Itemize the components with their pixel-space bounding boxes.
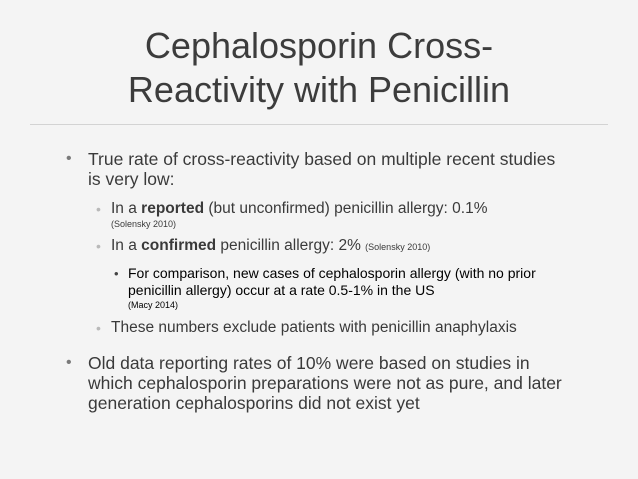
bullet-text: For comparison, new cases of cephalosporin allergy (with no prior penicillin allergy) occur at a rate 0.5-1% in the US <box>128 265 536 298</box>
title-line-1: Cephalosporin Cross- <box>144 25 494 66</box>
bullet-true-rate <box>66 149 568 189</box>
bullet-comparison <box>114 265 578 311</box>
slide-body <box>0 149 638 413</box>
bullet-dot: • <box>114 266 119 281</box>
bullet-dot: • <box>96 201 101 217</box>
bullet-text-emphasis: reported <box>141 200 205 217</box>
title-line-2: Reactivity with Penicillin <box>127 69 511 110</box>
bullet-reported-allergy <box>96 200 581 230</box>
slide-title <box>0 24 638 112</box>
bullet-dot: • <box>66 354 72 371</box>
bullet-old-data <box>66 353 568 413</box>
bullet-text: True rate of cross-reactivity based on multiple recent studies is very low: <box>88 149 556 189</box>
bullet-dot: • <box>96 320 101 336</box>
bullet-text-pre: In a <box>111 237 142 254</box>
bullet-confirmed-allergy <box>96 237 581 256</box>
citation: (Solensky 2010) <box>365 242 431 252</box>
bullet-dot: • <box>96 238 101 254</box>
bullet-text: These numbers exclude patients with penicillin anaphylaxis <box>111 319 517 336</box>
bullet-dot: • <box>66 150 72 167</box>
bullet-text-post: penicillin allergy: 2% <box>216 237 361 254</box>
citation: (Macy 2014) <box>128 300 179 310</box>
bullet-exclusion <box>96 319 581 337</box>
citation: (Solensky 2010) <box>111 219 177 229</box>
title-divider <box>30 124 608 125</box>
bullet-text-pre: In a <box>111 200 142 217</box>
bullet-text: Old data reporting rates of 10% were based on studies in which cephalosporin preparations were not as pure, and later generation cephalosporins did not exist yet <box>88 353 562 413</box>
bullet-text-emphasis: confirmed <box>141 237 217 254</box>
bullet-text-post: (but unconfirmed) penicillin allergy: 0.1% <box>204 200 488 217</box>
